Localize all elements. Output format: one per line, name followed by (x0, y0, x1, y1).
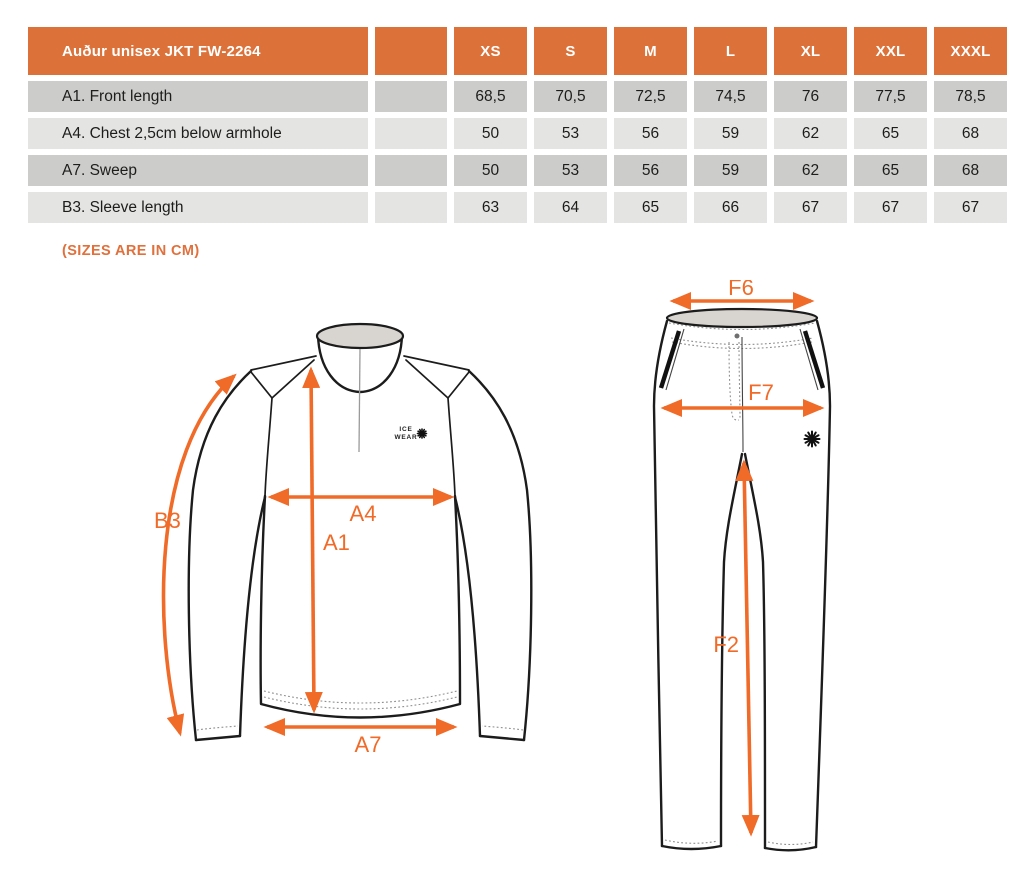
size-value-cell: 67 (854, 192, 927, 223)
spacer-cell (375, 81, 447, 112)
size-value-cell: 77,5 (854, 81, 927, 112)
size-value-cell: 56 (614, 118, 687, 149)
collar-opening (317, 324, 403, 348)
size-value-cell: 53 (534, 118, 607, 149)
jacket-measurement-diagram (130, 290, 580, 780)
fly-center-line (742, 337, 743, 452)
size-value-cell: 63 (454, 192, 527, 223)
size-value-cell: 53 (534, 155, 607, 186)
size-value-cell: 65 (854, 155, 927, 186)
measurement-row-label: A4. Chest 2,5cm below armhole (28, 118, 368, 149)
waist-opening (667, 309, 817, 327)
size-value-cell: 74,5 (694, 81, 767, 112)
size-value-cell: 76 (774, 81, 847, 112)
dimension-arrow-b3 (164, 376, 234, 733)
measurement-row-label: A1. Front length (28, 81, 368, 112)
size-value-cell: 67 (774, 192, 847, 223)
size-column-header: XXL (854, 27, 927, 75)
size-value-cell: 62 (774, 118, 847, 149)
size-value-cell: 64 (534, 192, 607, 223)
size-value-cell: 50 (454, 118, 527, 149)
size-value-cell: 67 (934, 192, 1007, 223)
dimension-label-f7: F7 (748, 380, 774, 405)
pants-measurement-diagram (620, 280, 1033, 880)
icewear-logo (394, 426, 426, 441)
measurement-row-label: A7. Sweep (28, 155, 368, 186)
size-value-cell: 68 (934, 118, 1007, 149)
size-value-cell: 62 (774, 155, 847, 186)
size-value-cell: 59 (694, 118, 767, 149)
size-value-cell: 59 (694, 155, 767, 186)
pants-sketch (654, 309, 830, 850)
size-value-cell: 66 (694, 192, 767, 223)
size-column-header: XL (774, 27, 847, 75)
size-value-cell: 65 (614, 192, 687, 223)
snowflake-icon (805, 432, 820, 447)
dimension-label-a1: A1 (323, 530, 350, 555)
right-pocket-trim (805, 331, 823, 388)
left-pocket-trim (661, 331, 679, 388)
measurement-row-label: B3. Sleeve length (28, 192, 368, 223)
size-value-cell: 78,5 (934, 81, 1007, 112)
jacket-sketch (189, 324, 532, 740)
snowflake-icon (418, 429, 427, 438)
size-value-cell: 50 (454, 155, 527, 186)
dimension-label-b3: B3 (154, 508, 181, 533)
size-value-cell: 56 (614, 155, 687, 186)
size-column-header: XXXL (934, 27, 1007, 75)
dimension-label-f6: F6 (728, 280, 754, 300)
size-column-header: L (694, 27, 767, 75)
size-chart-table (28, 27, 1007, 223)
size-column-header: S (534, 27, 607, 75)
size-value-cell: 70,5 (534, 81, 607, 112)
logo-text-wear: WEAR (394, 434, 418, 441)
spacer-cell (375, 118, 447, 149)
product-title: Auður unisex JKT FW-2264 (28, 27, 368, 75)
size-value-cell: 68,5 (454, 81, 527, 112)
dimension-arrow-f2 (744, 463, 751, 833)
size-value-cell: 72,5 (614, 81, 687, 112)
waist-button (735, 334, 740, 339)
spacer-cell (375, 155, 447, 186)
dimension-label-a7: A7 (354, 732, 382, 757)
logo-text-ice: ICE (399, 426, 413, 433)
size-value-cell: 68 (934, 155, 1007, 186)
dimension-label-a4: A4 (349, 501, 377, 526)
spacer-header-cell (375, 27, 447, 75)
size-value-cell: 65 (854, 118, 927, 149)
size-column-header: M (614, 27, 687, 75)
units-note: (SIZES ARE IN CM) (62, 243, 200, 259)
dimension-label-f2: F2 (713, 632, 739, 657)
size-column-header: XS (454, 27, 527, 75)
dimension-arrow-a1 (311, 370, 314, 710)
zipper-line (359, 349, 360, 452)
spacer-cell (375, 192, 447, 223)
